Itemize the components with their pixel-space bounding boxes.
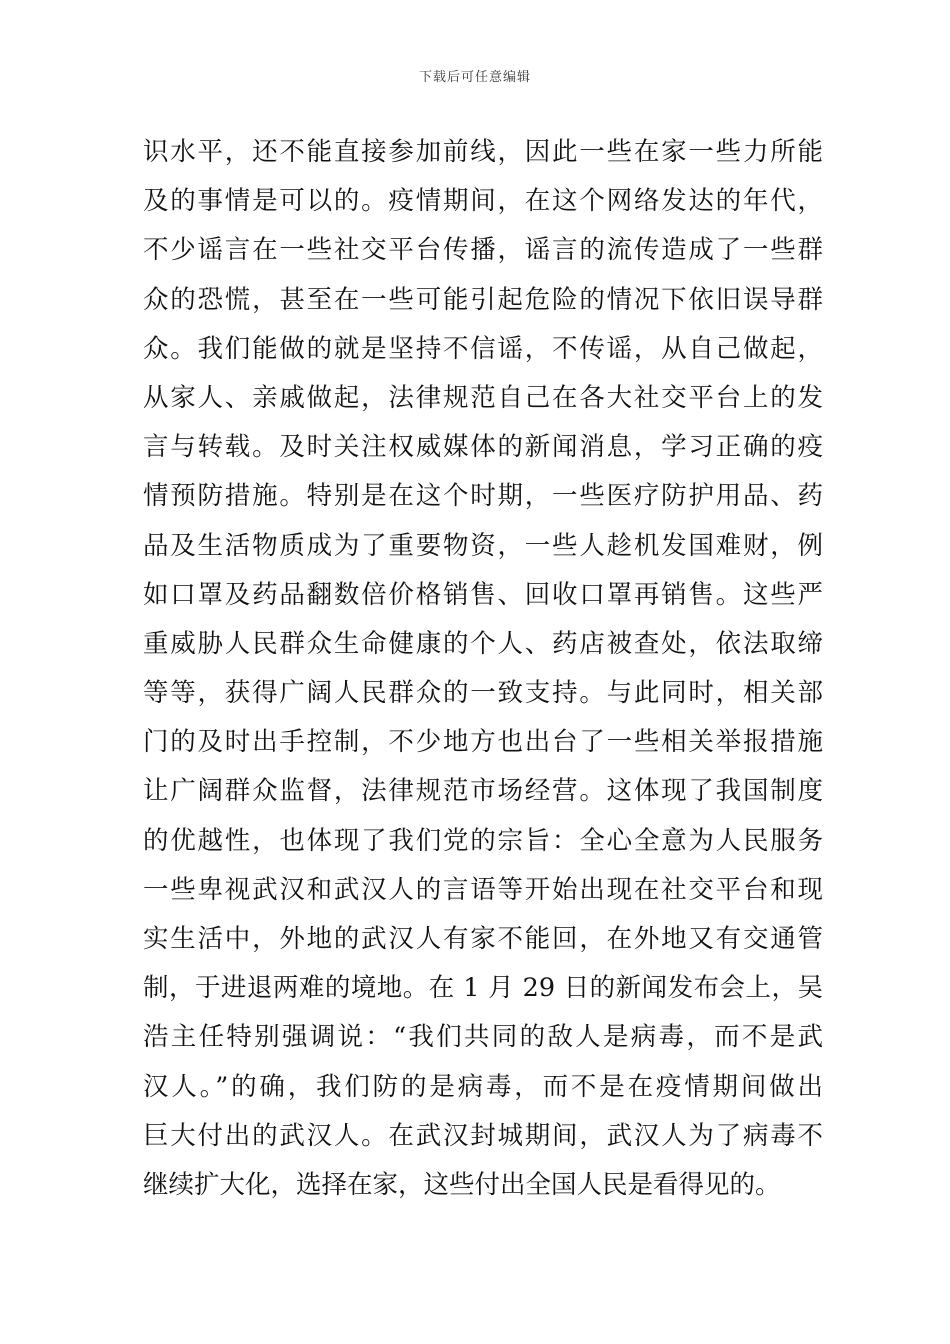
text-line: 从家人、亲戚做起，法律规范自己在各大社交平台上的发 — [143, 382, 823, 413]
text-line: 如口罩及药品翻数倍价格销售、回收口罩再销售。这些严 — [143, 579, 823, 610]
text-line: 制，于进退两难的境地。在 1 月 29 日的新闻发布会上，吴 — [143, 973, 823, 1004]
text-line: 等等，获得广阔人民群众的一致支持。与此同时，相关部 — [143, 678, 823, 709]
text-line: 言与转载。及时关注权威媒体的新闻消息，学习正确的疫 — [143, 432, 823, 463]
text-line: 一些卑视武汉和武汉人的言语等开始出现在社交平台和现 — [143, 874, 823, 905]
text-line: 品及生活物质成为了重要物资，一些人趁机发国难财，例 — [143, 530, 823, 561]
text-line: 及的事情是可以的。疫情期间，在这个网络发达的年代， — [143, 186, 823, 217]
text-line: 情预防措施。特别是在这个时期，一些医疗防护用品、药 — [143, 481, 823, 512]
text-line: 浩主任特别强调说：“我们共同的敌人是病毒，而不是武 — [143, 1022, 823, 1053]
body-text — [143, 128, 823, 1210]
text-line: 不少谣言在一些社交平台传播，谣言的流传造成了一些群 — [143, 235, 823, 266]
text-line: 巨大付出的武汉人。在武汉封城期间，武汉人为了病毒不 — [143, 1120, 823, 1151]
text-line: 门的及时出手控制，不少地方也出台了一些相关举报措施 — [143, 727, 823, 758]
text-line: 让广阔群众监督，法律规范市场经营。这体现了我国制度 — [143, 776, 823, 807]
text-line: 众。我们能做的就是坚持不信谣，不传谣，从自己做起， — [143, 333, 823, 364]
text-line: 的优越性，也体现了我们党的宗旨：全心全意为人民服务 — [143, 825, 823, 856]
text-line: 实生活中，外地的武汉人有家不能回，在外地又有交通管 — [143, 924, 823, 954]
text-line: 汉人。”的确，我们防的是病毒，而不是在疫情期间做出 — [143, 1071, 823, 1102]
header-note: 下载后可任意编辑 — [418, 70, 531, 85]
text-line: 继续扩大化，选择在家，这些付出全国人民是看得见的。 — [143, 1169, 781, 1200]
text-line: 识水平，还不能直接参加前线，因此一些在家一些力所能 — [143, 137, 823, 167]
text-line: 众的恐慌，甚至在一些可能引起危险的情况下依旧误导群 — [143, 284, 823, 315]
text-line: 重威胁人民群众生命健康的个人、药店被查处，依法取缔 — [143, 628, 823, 659]
